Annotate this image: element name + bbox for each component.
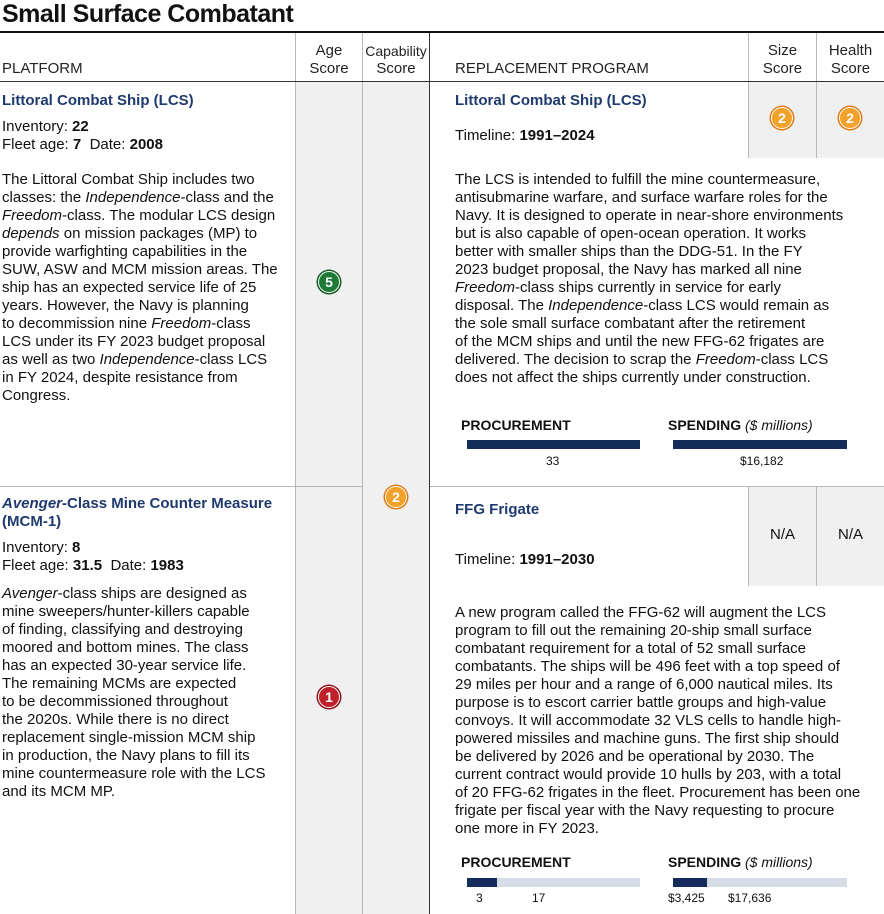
header-capability-line2: Score — [376, 60, 416, 77]
spending-bar — [673, 878, 847, 887]
description-line: Congress. — [2, 387, 71, 404]
fleet-age-label: Fleet age: — [2, 557, 69, 574]
spending-bar — [673, 440, 847, 449]
header-size-score — [749, 42, 816, 78]
description-line: antisubmarine warfare, and surface warfare roles for the — [455, 189, 828, 206]
description-line: The Littoral Combat Ship includes two — [2, 171, 255, 188]
description-line: and its MCM MP. — [2, 783, 116, 800]
date-label: Date: — [89, 136, 126, 153]
header-age-line2: Score — [309, 60, 349, 77]
page-title: Small Surface Combatant — [2, 0, 294, 28]
size-score-na: N/A — [769, 526, 795, 543]
description-line: frigate per fiscal year with the Navy requesting to procure — [455, 802, 835, 819]
col-divider — [362, 33, 363, 914]
procurement-bar — [467, 440, 640, 449]
procurement-label-text: PROCUREMENT — [461, 854, 571, 870]
timeline-value: 1991–2030 — [519, 551, 595, 568]
spending-label — [668, 854, 813, 870]
procurement-label — [461, 417, 571, 433]
description-line: powered missiles and machine guns. The first ship should — [455, 730, 840, 747]
platform-name-italic: Avenger — [2, 495, 63, 512]
description-line: replacement single-mission MCM ship — [2, 729, 256, 746]
platform-description — [2, 171, 294, 405]
age-score-badge: 5 — [318, 271, 340, 293]
procurement-bar-fill — [467, 440, 640, 449]
spending-value: $3,425 — [668, 891, 705, 905]
description-line: Freedom-class ships currently in service for early — [455, 279, 781, 296]
spending-label — [668, 417, 813, 433]
description-line: years. However, the Navy is planning — [2, 297, 249, 314]
procurement-value: 33 — [546, 454, 560, 468]
program-name: Littoral Combat Ship (LCS) — [455, 92, 647, 109]
header-age-score — [296, 42, 362, 78]
program-timeline — [455, 551, 595, 569]
timeline-value: 1991–2024 — [519, 127, 595, 144]
description-line: in production, the Navy plans to fill its — [2, 747, 250, 764]
description-line: delivered. The decision to scrap the Freedom-class LCS — [455, 351, 829, 368]
description-line: SUW, ASW and MCM mission areas. The — [2, 261, 278, 278]
header-capability-score — [363, 42, 429, 78]
spending-value: $16,182 — [740, 454, 784, 468]
description-line: classes: the Independence-class and the — [2, 189, 274, 206]
header-age-line1: Age — [315, 42, 343, 59]
header-rule — [0, 81, 884, 82]
header-size-line2: Score — [762, 60, 803, 77]
inventory-label: Inventory: — [2, 118, 68, 135]
spending-total: $17,636 — [728, 891, 772, 905]
description-line: current contract would provide 10 hulls by 203, with a total — [455, 766, 842, 783]
description-line: disposal. The Independence-class LCS would remain as — [455, 297, 830, 314]
header-health-line2: Score — [830, 60, 871, 77]
spending-label-text: SPENDING — [668, 854, 742, 870]
description-line: to decommission nine Freedom-class — [2, 315, 251, 332]
description-line: depends on mission packages (MP) to — [2, 225, 258, 242]
description-line: be delivered by 2026 and be operational by 2030. The — [455, 748, 815, 765]
capability-score-badge: 2 — [385, 486, 407, 508]
spending-bar-fill — [673, 878, 707, 887]
description-line: better with smaller ships than the DDG-51. In the FY — [455, 243, 803, 260]
header-size-line1: Size — [767, 42, 798, 59]
row-divider-right — [430, 486, 884, 487]
inventory-value: 8 — [72, 539, 81, 556]
description-line: combatant requirement for a total of 52 small surface — [455, 640, 807, 657]
program-timeline — [455, 127, 595, 145]
size-score-badge: 2 — [771, 107, 793, 129]
inventory-label: Inventory: — [2, 539, 68, 556]
description-line: of 20 FFG-62 frigates in the fleet. Procurement has been one — [455, 784, 861, 801]
procurement-value: 3 — [476, 891, 483, 905]
procurement-bar-fill — [467, 878, 497, 887]
procurement-label — [461, 854, 571, 870]
description-line: does not affect the ships currently under construction. — [455, 369, 811, 386]
platform-fleet-age — [2, 557, 184, 575]
platform-name: Littoral Combat Ship (LCS) — [2, 92, 194, 109]
date-label: Date: — [110, 557, 147, 574]
platform-name — [2, 495, 272, 513]
program-name: FFG Frigate — [455, 501, 540, 518]
header-platform: PLATFORM — [2, 60, 83, 77]
description-line: convoys. It will accommodate 32 VLS cells to handle high- — [455, 712, 842, 729]
description-line: mine sweepers/hunter-killers capable — [2, 603, 250, 620]
fleet-age-label: Fleet age: — [2, 136, 69, 153]
procurement-total: 17 — [532, 891, 546, 905]
age-score-badge: 1 — [318, 686, 340, 708]
description-line: one more in FY 2023. — [455, 820, 599, 837]
description-line: program to fill out the remaining 20-ship small surface — [455, 622, 812, 639]
timeline-label: Timeline: — [455, 127, 516, 144]
description-line: The remaining MCMs are expected — [2, 675, 237, 692]
description-line: mine countermeasure role with the LCS — [2, 765, 266, 782]
header-health-score — [817, 42, 884, 78]
description-line: the 2020s. While there is no direct — [2, 711, 229, 728]
description-line: as well as two Independence-class LCS — [2, 351, 268, 368]
age-score-column — [296, 82, 362, 914]
health-score-badge: 2 — [839, 107, 861, 129]
program-description — [455, 171, 880, 387]
date-value: 2008 — [129, 136, 163, 153]
spending-unit: ($ millions) — [745, 417, 813, 433]
description-line: moored and bottom mines. The class — [2, 639, 249, 656]
spending-bar-fill — [673, 440, 847, 449]
spending-unit: ($ millions) — [745, 854, 813, 870]
description-line: has an expected 30-year service life. — [2, 657, 247, 674]
timeline-label: Timeline: — [455, 551, 516, 568]
platform-description — [2, 585, 294, 801]
top-rule — [0, 31, 884, 33]
date-value: 1983 — [150, 557, 184, 574]
platform-inventory — [2, 118, 89, 136]
platform-name-rest: -Class Mine Counter Measure — [62, 495, 273, 512]
description-line: of finding, classifying and destroying — [2, 621, 243, 638]
description-line: Avenger-class ships are designed as — [2, 585, 247, 602]
description-line: the sole small surface combatant after the retirement — [455, 315, 806, 332]
procurement-bar — [467, 878, 640, 887]
spending-label-text: SPENDING — [668, 417, 742, 433]
procurement-label-text: PROCUREMENT — [461, 417, 571, 433]
description-line: Freedom-class. The modular LCS design — [2, 207, 276, 224]
description-line: in FY 2024, despite resistance from — [2, 369, 238, 386]
platform-fleet-age — [2, 136, 163, 154]
inventory-value: 22 — [72, 118, 89, 135]
description-line: Navy. It is designed to operate in near-shore environments — [455, 207, 844, 224]
description-line: to be decommissioned throughout — [2, 693, 228, 710]
description-line: The LCS is intended to fulfill the mine countermeasure, — [455, 171, 821, 188]
health-score-na: N/A — [837, 526, 863, 543]
header-health-line1: Health — [828, 42, 873, 59]
description-line: LCS under its FY 2023 budget proposal — [2, 333, 266, 350]
description-line: 2023 budget proposal, the Navy has marked all nine — [455, 261, 802, 278]
description-line: of the MCM ships and until the new FFG-62 frigates are — [455, 333, 825, 350]
description-line: 29 miles per hour and a range of 6,000 nautical miles. Its — [455, 676, 833, 693]
description-line: A new program called the FFG-62 will augment the LCS — [455, 604, 827, 621]
platform-inventory — [2, 539, 80, 557]
description-line: ship has an expected service life of 25 — [2, 279, 257, 296]
header-replacement-program: REPLACEMENT PROGRAM — [455, 60, 649, 77]
program-description — [455, 604, 880, 838]
header-capability-line1: Capability — [365, 43, 427, 59]
fleet-age-value: 7 — [72, 136, 82, 153]
col-divider — [295, 33, 296, 914]
description-line: combatants. The ships will be 496 feet with a top speed of — [455, 658, 840, 675]
description-line: provide warfighting capabilities in the — [2, 243, 248, 260]
description-line: but is also capable of open-ocean operation. It works — [455, 225, 807, 242]
section-divider — [429, 33, 430, 914]
platform-name-line2: (MCM-1) — [2, 513, 62, 530]
description-line: purpose is to escort carrier battle groups and high-value — [455, 694, 827, 711]
row-divider-left — [0, 486, 362, 487]
fleet-age-value: 31.5 — [72, 557, 103, 574]
